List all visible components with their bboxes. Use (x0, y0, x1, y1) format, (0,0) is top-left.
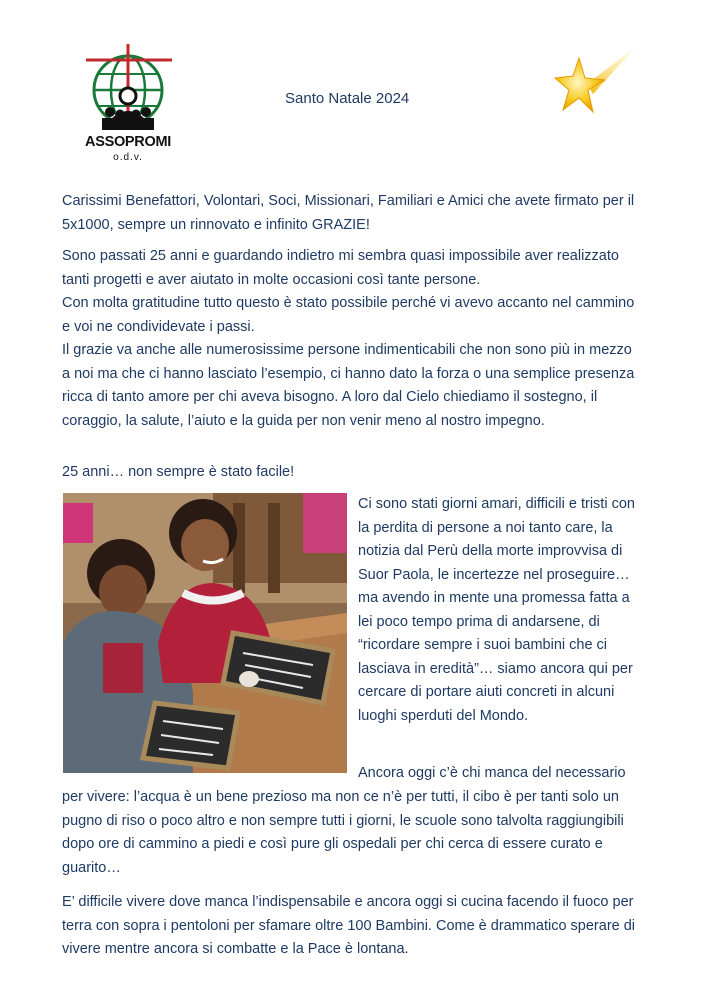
paragraph-still-today: per vivere: l’acqua è un bene prezioso ma non ce n’è per tutti, il cibo è per tanti solo un pugno di riso o poco altro e non sempre tutti i giorni, le scuole sono talvolta raggiungibili dopo ore di cammino a piedi e così pure gli ospedali per chi cerca di essere curato e guarito… (62, 789, 624, 876)
children-slates-photo (63, 493, 347, 773)
paragraph-not-easy: 25 anni… non sempre è stato facile! (62, 464, 295, 480)
paragraph-difficult-living: E’ difficile vivere dove manca l’indispensabile e ancora oggi si cucina facendo il fuoco per terra con sopra i pentoloni per sfamare oltre 100 Bambini. Come è drammatico sperare di vivere mentre ancora si combatte e la Pace è lontana. (62, 894, 636, 957)
paragraph-still-today-start: Ancora oggi c’è chi manca del necessario (358, 765, 626, 781)
paragraph-25-years: Sono passati 25 anni e guardando indietro mi sembra quasi impossibile aver realizzato tanti progetti e aver aiutato in molte occasioni così tante persone. (62, 248, 619, 288)
page-title: Santo Natale 2024 (285, 90, 410, 107)
logo-subtitle: o.d.v. (113, 152, 143, 163)
paragraph-hard-days: Ci sono stati giorni amari, difficili e tristi con la perdita di persone a noi tanto care, la notizia dal Perù della morte improvvisa di Suor Paola, le incertezze nel proseguire… ma avendo in mente una promessa fatta a lei poco tempo prima di andarsene, di “ricordare sempre i suoi bambini che ci lasciava in eredità”… siamo ancora qui per cercare di portare aiuti concreti in alcuni luoghi sperduti del Mondo. (358, 496, 635, 724)
paragraph-thanks: Il grazie va anche alle numerosissime persone indimenticabili che non sono più in mezzo a noi ma che ci hanno lasciato l’esempio, ci hanno dato la forza o una semplice presenza ricca di tanto amore per chi aveva bisogno. A loro dal Cielo chiediamo il sostegno, il coraggio, la salute, l’aiuto e la guida per non venir meno al nostro impegno. (62, 342, 635, 429)
paragraph-gratitude: Con molta gratitudine tutto questo è stato possibile perché vi avevo accanto nel cammino e voi ne condividevate i passi. (62, 295, 635, 335)
globe-cross-icon (76, 42, 180, 137)
logo-name: ASSOPROMI (85, 134, 171, 150)
shooting-star-icon (553, 42, 639, 124)
assopromi-logo (76, 42, 180, 170)
greeting-paragraph: Carissimi Benefattori, Volontari, Soci, Missionari, Familiari e Amici che avete firmato per il 5x1000, sempre un rinnovato e infinito GRAZIE! (62, 193, 635, 233)
